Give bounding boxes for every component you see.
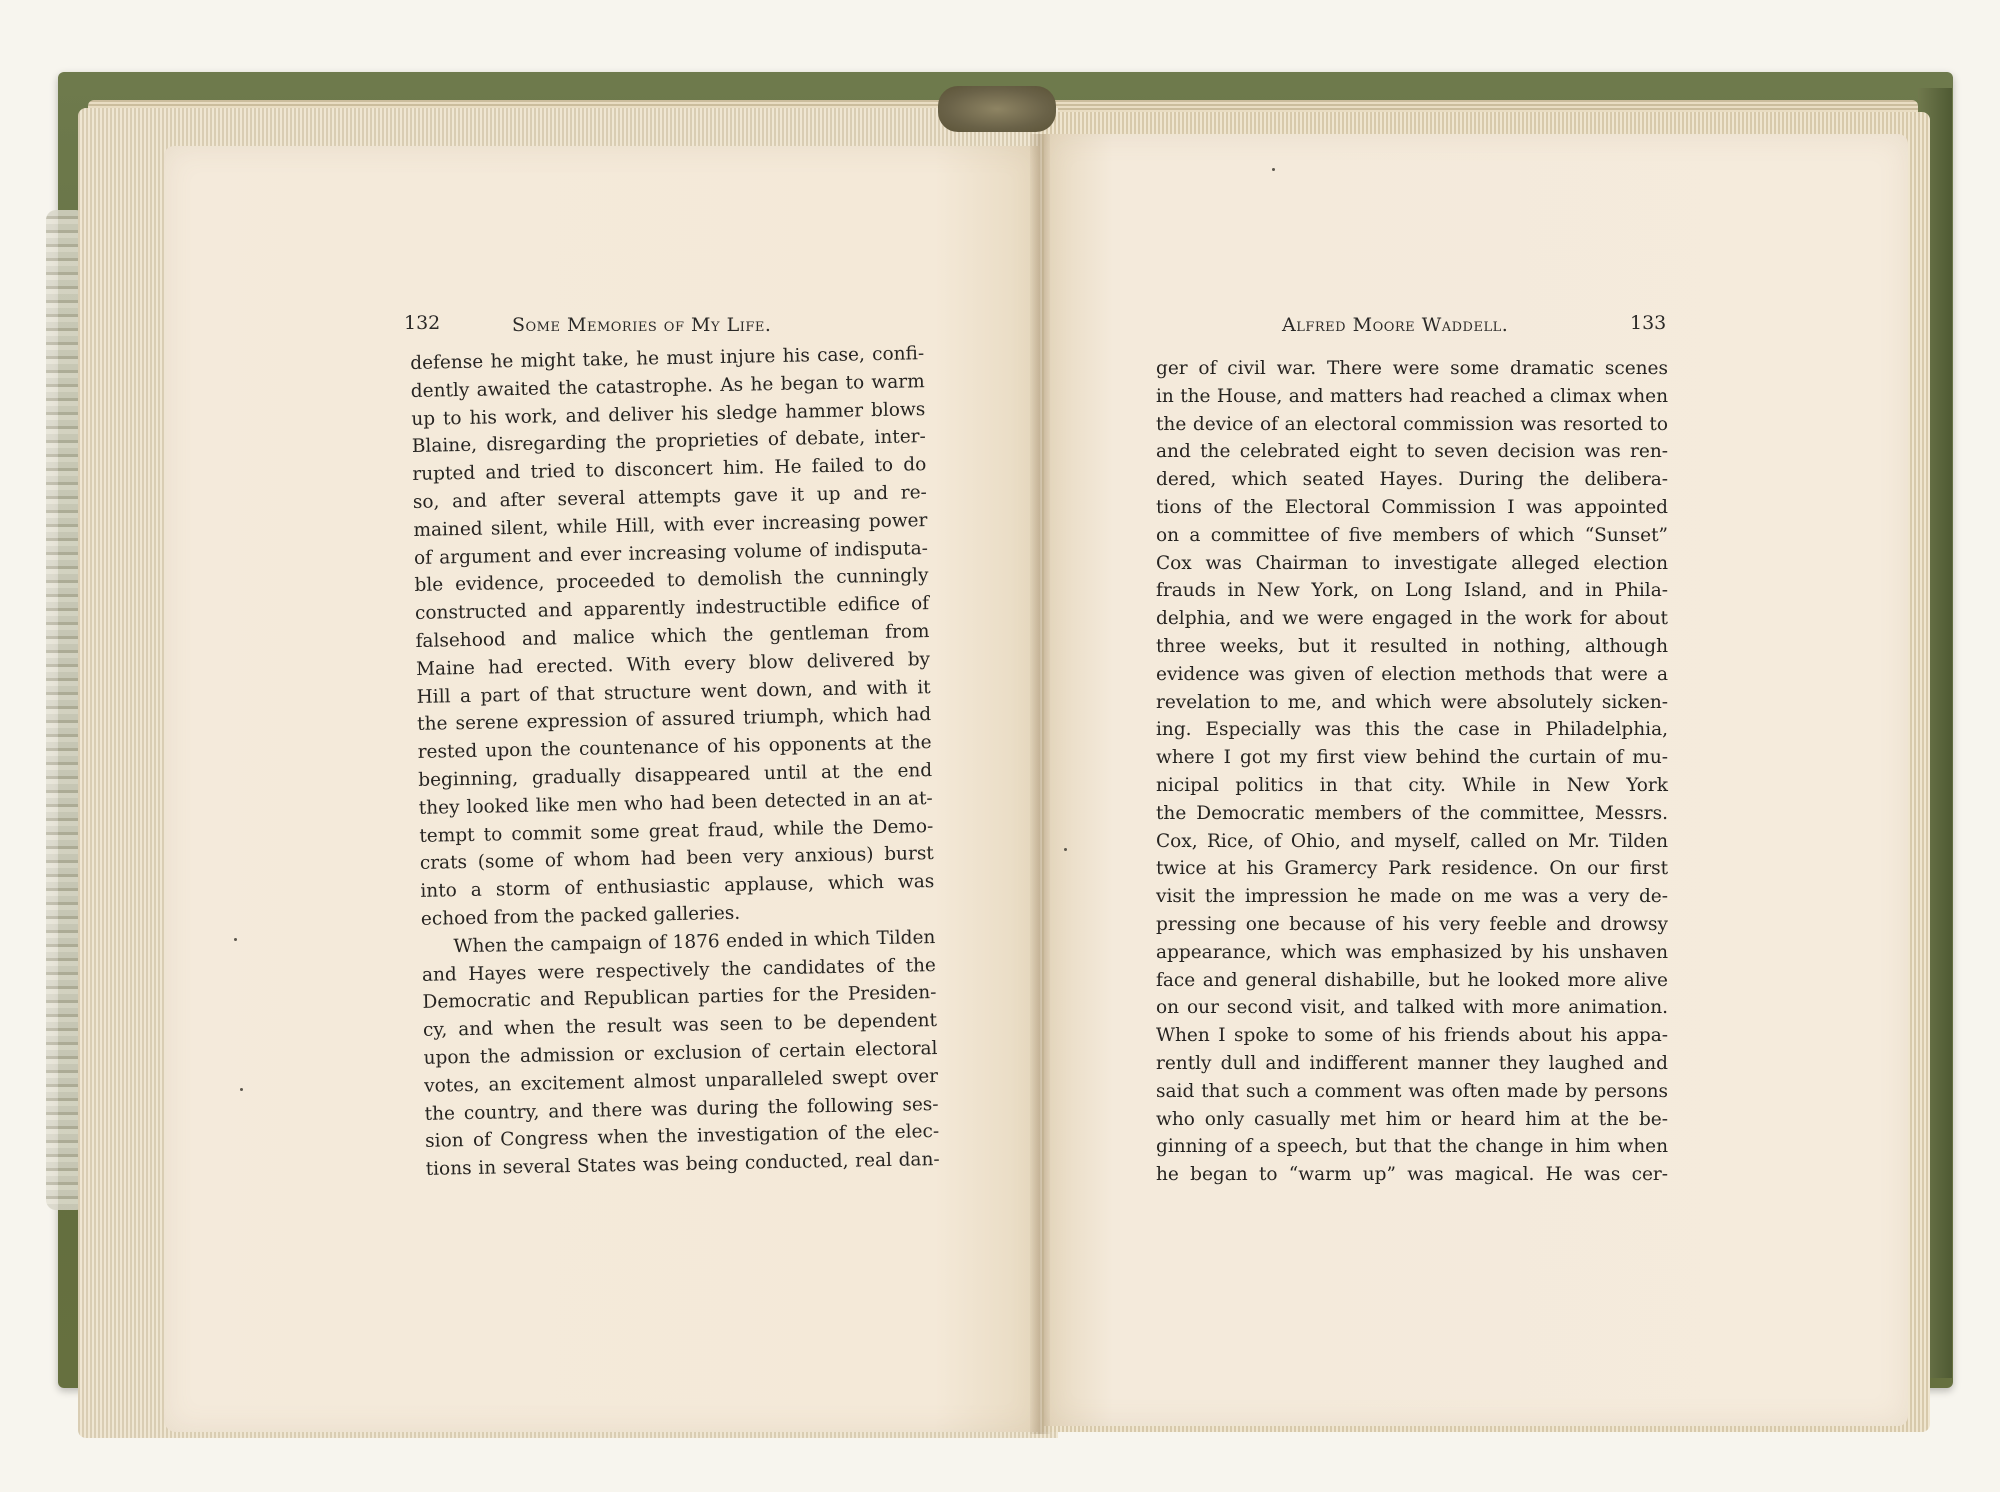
text-line: twice at his Gramercy Park residence. On our first: [1156, 858, 1668, 880]
paper-speck: [1272, 168, 1275, 171]
text-line: tions in several States was being conducted, real dan-: [425, 1149, 940, 1180]
text-line: echoed from the packed galleries.: [420, 902, 741, 930]
text-line: ing. Especially was this the case in Philadelphia,: [1156, 719, 1668, 741]
text-line: up to his work, and deliver his sledge hammer blows: [411, 398, 926, 430]
text-line: the country, and there was during the following ses-: [424, 1093, 939, 1125]
text-line: tions of the Electoral Commission I was appointed: [1156, 496, 1668, 518]
text-line: they looked like men who had been detected in an at-: [418, 787, 933, 819]
text-line: said that such a comment was often made by persons: [1156, 1080, 1668, 1102]
text-line: he began to “warm up” was magical. He was cer-: [1156, 1164, 1668, 1186]
text-line: sion of Congress when the investigation of the elec-: [424, 1121, 940, 1153]
text-line: face and general dishabille, but he looked more alive: [1156, 969, 1668, 991]
text-line: pressing one because of his very feeble and drowsy: [1156, 913, 1668, 935]
text-line: Blaine, disregarding the proprieties of debate, inter-: [411, 426, 926, 458]
text-line: delphia, and we were engaged in the work for about: [1156, 608, 1668, 630]
text-line: When the campaign of 1876 ended in which Tilden: [453, 926, 936, 958]
text-line: tempt to commit some great fraud, while the Demo-: [419, 815, 934, 847]
text-line: Cox, Rice, of Ohio, and myself, called on Mr. Tilden: [1156, 830, 1668, 852]
page-gutter: [1030, 134, 1050, 1434]
text-line: so, and after several attempts gave it up and re-: [412, 482, 928, 513]
text-line: Maine had erected. With every blow delivered by: [415, 648, 931, 680]
text-line: rupted and tried to disconcert him. He failed to do: [412, 454, 927, 486]
text-line: evidence was given of election methods that were a: [1156, 663, 1668, 685]
text-line: cy, and when the result was seen to be dependent: [422, 1010, 938, 1041]
text-line: who only casually met him or heard him at the be-: [1156, 1108, 1668, 1130]
text-line: and Hayes were respectively the candidates of the: [421, 954, 937, 986]
text-line: rested upon the countenance of his opponents at the: [417, 732, 932, 764]
right-page-number: 133: [1630, 312, 1667, 334]
text-line: beginning, gradually disappeared until at the end: [418, 760, 933, 791]
left-page-number: 132: [404, 312, 441, 334]
paper-speck: [1064, 848, 1067, 851]
text-line: crats (some of whom had been very anxious) burst: [419, 843, 934, 875]
text-line: frauds in New York, on Long Island, and in Phila-: [1156, 580, 1668, 602]
text-line: votes, an excitement almost unparalleled swept over: [423, 1065, 939, 1097]
right-running-head: Alfred Moore Waddell.: [1282, 314, 1509, 336]
paper-speck: [240, 1088, 243, 1091]
left-page-body: [410, 340, 940, 1184]
text-line: ble evidence, proceeded to demolish the cunningly: [414, 565, 929, 597]
text-line: upon the admission or exclusion of certain electoral: [423, 1037, 938, 1069]
text-line: on a committee of five members of which “Sunset”: [1156, 524, 1668, 546]
text-line: into a storm of enthusiastic applause, which was: [420, 871, 935, 903]
text-line: revelation to me, and which were absolutely sicken-: [1156, 691, 1668, 713]
text-line: Democratic and Republican parties for the Presiden-: [422, 982, 937, 1014]
text-line: Hill a part of that structure went down, and with it: [416, 676, 931, 708]
text-line: of argument and ever increasing volume of indisputa-: [413, 537, 929, 569]
text-line: the serene expression of assured triumph, which had: [416, 704, 932, 736]
right-page-body: [1156, 355, 1668, 1189]
text-line: falsehood and malice which the gentleman from: [415, 621, 930, 652]
text-line: mained silent, while Hill, with ever increasing power: [413, 509, 928, 541]
text-line: and the celebrated eight to seven decision was ren-: [1156, 441, 1668, 463]
text-line: on our second visit, and talked with more animation.: [1156, 997, 1668, 1019]
text-line: defense he might take, he must injure his case, confi-: [410, 343, 925, 374]
text-line: where I got my first view behind the curtain of mu-: [1156, 747, 1668, 769]
text-line: dently awaited the catastrophe. As he began to warm: [410, 370, 925, 402]
left-running-head: Some Memories of My Life.: [512, 314, 772, 336]
text-line: rently dull and indifferent manner they laughed and: [1156, 1052, 1668, 1074]
text-line: visit the impression he made on me was a very de-: [1156, 886, 1668, 908]
text-line: constructed and apparently indestructible edifice of: [414, 593, 930, 625]
text-line: three weeks, but it resulted in nothing, although: [1156, 635, 1668, 657]
text-line: When I spoke to some of his friends about his appa-: [1156, 1025, 1668, 1047]
text-line: dered, which seated Hayes. During the delibera-: [1156, 469, 1668, 491]
text-line: appearance, which was emphasized by his unshaven: [1156, 941, 1668, 963]
text-line: ger of civil war. There were some dramatic scenes: [1156, 358, 1668, 379]
spine-headband: [938, 86, 1056, 132]
text-line: ginning of a speech, but that the change in him when: [1156, 1136, 1668, 1158]
text-line: nicipal politics in that city. While in New York: [1156, 774, 1668, 796]
text-line: in the House, and matters had reached a climax when: [1156, 385, 1668, 407]
text-line: the device of an electoral commission was resorted to: [1156, 413, 1668, 435]
paper-speck: [234, 938, 237, 941]
text-line: the Democratic members of the committee, Messrs.: [1156, 802, 1668, 824]
text-line: Cox was Chairman to investigate alleged election: [1156, 552, 1668, 574]
